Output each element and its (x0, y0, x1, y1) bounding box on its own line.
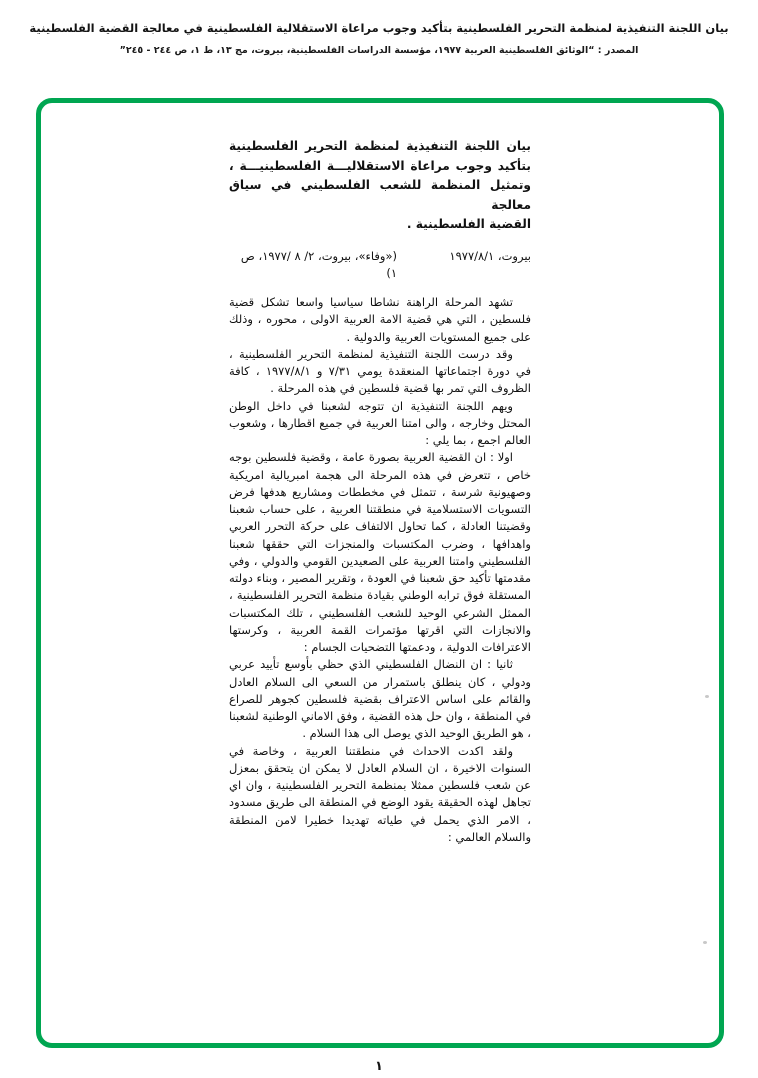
document-text-column (229, 137, 531, 846)
scan-artifact (705, 695, 709, 698)
body-paragraph-second: ثانيا : ان النضال الفلسطيني الذي حظي بأوسع تأييد عربي ودولي ، كان ينطلق باستمرار من السعي الى السلام العادل والقائم على اساس الاعتراف بقضية فلسطين كجوهر للصراع في المنطقة ، وان حل هذه القضية ، وفق الاماني الوطنية لشعبنا ، هو الطريق الوحيد الذي يوصل الى هذا السلام . (229, 657, 531, 741)
document-title-line: بيان اللجنة التنفيذية لمنظمة التحرير الفلسطينية (229, 139, 531, 153)
body-paragraph: وقد درست اللجنة التنفيذية لمنظمة التحرير الفلسطينية ، في دورة اجتماعاتها المنعقدة يومي ٧/٣١ و ١٩٧٧/٨/١ ، كافة الظروف التي تمر بها قضية فلسطين في هذه المرحلة . (229, 346, 532, 396)
body-paragraph-first: اولا : ان القضية العربية بصورة عامة ، وقضية فلسطين بوجه خاص ، تتعرض في هذه المرحلة الى هجمة امبريالية امريكية وصهيونية شرسة ، تتمثل في مخططات ومشاريع هدفها فرض التسويات الاستسلامية في منطقتنا العربية ، على حساب شعبنا وقضيتنا العادلة ، كما تحاول الالتفاف على حركة التحرر العربي واهدافها ، وضرب المكتسبات والمنجزات التي حققها شعبنا الفلسطيني وامتنا العربية على الصعيدين القومي والدولي ، وفي مقدمتها تأكيد حق شعبنا في العودة ، وتقرير المصير ، وبناء دولته المستقلة فوق ترابه الوطني بقيادة منظمة التحرير الفلسطينية ، الممثل الشرعي الوحيد للشعب الفلسطيني ، تلك المكتسبات والانجازات التي اقرتها مؤتمرات القمة العربية ، وكرستها الاعترافات الدولية ، ودعمتها التضحيات الجسام : (229, 450, 531, 655)
body-paragraph: ويهم اللجنة التنفيذية ان تتوجه لشعبنا في داخل الوطن المحتل وخارجه ، والى امتنا العربية في جميع اقطارها ، وشعوب العالم اجمع ، بما يلي : (229, 398, 531, 448)
document-title (229, 137, 531, 235)
document-title-line: القضية الفلسطينية . (406, 217, 531, 232)
place-date: بيروت، ١٩٧٧/٨/١ (449, 248, 531, 263)
body-paragraph: تشهد المرحلة الراهنة نشاطا سياسيا واسعا تشكل قضية فلسطين ، التي هي قضية الامة العربية الاولى ، محوره ، وذلك على جميع المستويات العربية والدولية . (229, 295, 531, 344)
scan-artifact (703, 941, 707, 944)
page-number: ١ (375, 1059, 383, 1074)
document-scan-frame (36, 98, 724, 1048)
page-header (18, 20, 740, 56)
page-header-title: بيان اللجنة التنفيذية لمنظمة التحرير الفلسطينية بتأكيد وجوب مراعاة الاستقلالية الفلسطينية في معالجة القضية الفلسطينية (29, 21, 729, 35)
body-paragraph: ولقد اكدت الاحداث في منطقتنا العربية ، وخاصة في السنوات الاخيرة ، ان السلام العادل لا يمكن ان يتحقق بمعزل عن شعب فلسطين ممثلا بمنظمة التحرير الفلسطينية ، وان اي تجاهل لهذه الحقيقة يقود الوضع في المنطقة الى طريق مسدود ، الامر الذي يحمل في طياته تهديدا خطيرا لامن المنطقة والسلام العالمي : (229, 743, 531, 844)
source-citation: («وفاء»، بيروت، ٢/ ٨ /١٩٧٧، ص ١) (240, 248, 397, 280)
page-header-source: المصدر : “الوثائق الفلسطينية العربية ١٩٧٧، مؤسسة الدراسات الفلسطينية، بيروت، مج ١٣، ط ١، ص ٢٤٤ - ٢٤٥” (119, 45, 639, 57)
dateline-row (229, 248, 531, 283)
document-title-line: وتمثيل المنظمة للشعب الفلسطيني في سياق معالجة (229, 178, 531, 212)
document-title-line: بتأكيد وجوب مراعاة الاستقلاليـــة الفلسطينيـــة ، (229, 158, 531, 173)
